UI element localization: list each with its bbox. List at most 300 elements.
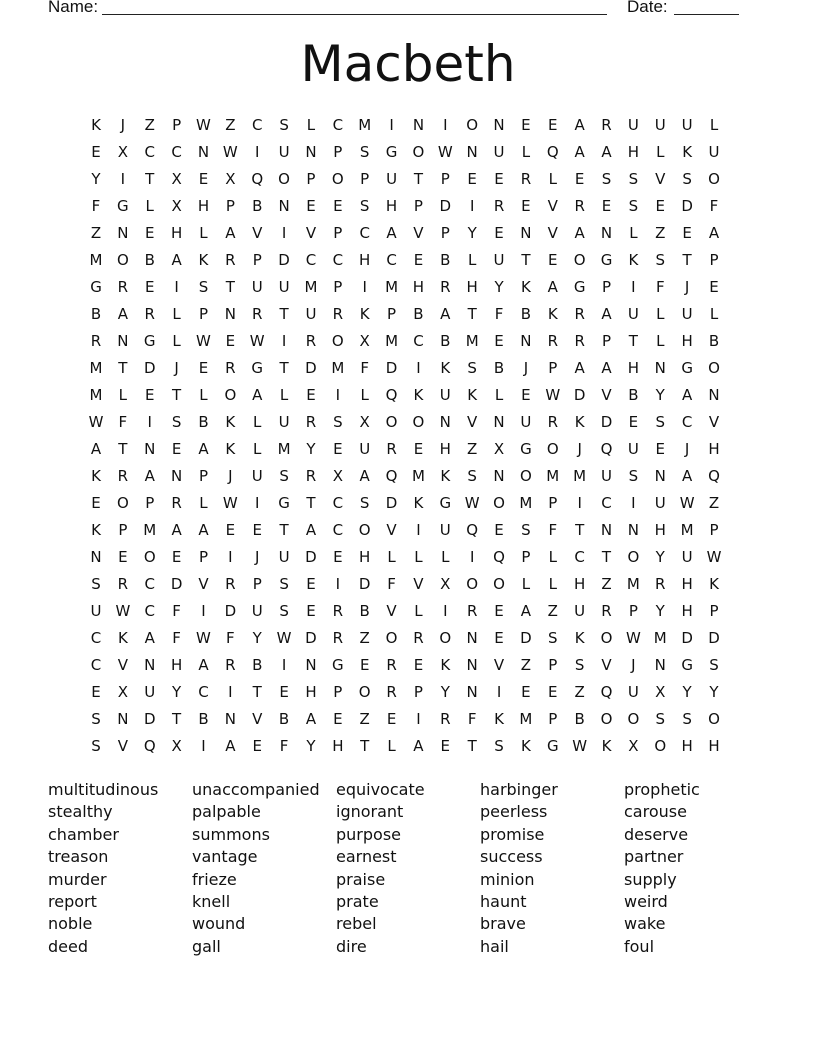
grid-letter: E (628, 413, 639, 431)
grid-letter: Z (225, 116, 236, 134)
grid-letter: D (305, 629, 317, 647)
grid-letter: B (198, 710, 209, 728)
grid-letter: C (144, 575, 155, 593)
grid-letter: U (278, 278, 290, 296)
grid-letter: A (171, 251, 182, 269)
grid-letter: L (172, 332, 181, 350)
grid-letter: M (89, 386, 103, 404)
grid-letter: P (548, 710, 558, 728)
grid-letter: R (386, 656, 397, 674)
grid-letter: A (520, 602, 532, 620)
grid-letter: U (359, 440, 371, 458)
grid-letter: K (520, 737, 531, 755)
word-list-item: success (480, 847, 543, 867)
grid-letter: V (655, 170, 666, 188)
grid-letter: A (305, 710, 317, 728)
grid-letter: R (225, 575, 236, 593)
grid-letter: V (252, 710, 263, 728)
grid-letter: N (90, 548, 102, 566)
grid-letter: R (574, 305, 585, 323)
grid-letter: W (196, 116, 211, 134)
grid-letter: P (198, 305, 208, 323)
grid-letter: S (359, 143, 370, 161)
grid-letter: E (494, 602, 504, 620)
grid-letter: B (198, 413, 209, 431)
grid-letter: Z (520, 656, 532, 674)
grid-letter: C (681, 413, 693, 431)
grid-letter: E (413, 656, 424, 674)
grid-letter: U (708, 143, 720, 161)
grid-letter: W (437, 143, 453, 161)
grid-letter: A (440, 305, 451, 323)
grid-letter: K (494, 710, 504, 728)
grid-letter: X (628, 737, 639, 755)
grid-letter: R (547, 413, 558, 431)
grid-letter: H (708, 737, 720, 755)
grid-letter: E (548, 683, 558, 701)
grid-letter: R (332, 629, 344, 647)
word-list-item: rebel (336, 914, 377, 934)
grid-letter: M (385, 278, 399, 296)
grid-letter: A (198, 440, 209, 458)
grid-letter: P (440, 224, 450, 242)
grid-letter: A (708, 224, 720, 242)
word-list-item: carouse (624, 802, 687, 822)
grid-letter: E (682, 224, 692, 242)
grid-letter: T (521, 251, 531, 269)
grid-letter: W (679, 494, 695, 512)
word-list-item: treason (48, 847, 109, 867)
grid-letter: E (386, 710, 397, 728)
grid-letter: O (708, 710, 720, 728)
grid-letter: Q (493, 548, 505, 566)
grid-letter: P (145, 494, 155, 512)
grid-letter: J (684, 440, 690, 458)
grid-letter: R (305, 332, 317, 350)
grid-letter: Z (90, 224, 102, 242)
grid-letter: I (281, 224, 287, 242)
grid-letter: O (493, 575, 505, 593)
grid-letter: O (116, 251, 129, 269)
grid-letter: N (600, 224, 613, 242)
grid-letter: A (574, 143, 585, 161)
grid-letter: X (117, 683, 128, 701)
grid-letter: F (91, 197, 101, 215)
grid-letter: D (143, 710, 156, 728)
grid-letter: A (386, 224, 397, 242)
grid-letter: W (196, 332, 211, 350)
grid-letter: S (628, 197, 639, 215)
grid-letter: H (305, 683, 317, 701)
grid-letter: E (413, 251, 424, 269)
grid-letter: K (440, 656, 451, 674)
grid-letter: O (412, 143, 425, 161)
grid-letter: A (601, 143, 612, 161)
grid-letter: Q (385, 386, 398, 404)
grid-letter: N (654, 359, 666, 377)
date-label: Date: (627, 0, 668, 16)
grid-letter: U (251, 467, 263, 485)
grid-letter: E (521, 197, 531, 215)
grid-letter: I (443, 602, 448, 620)
grid-letter: H (412, 278, 425, 296)
grid-letter: V (547, 224, 558, 242)
grid-letter: P (333, 683, 343, 701)
grid-letter: L (629, 224, 638, 242)
grid-letter: B (520, 305, 532, 323)
grid-letter: E (494, 224, 504, 242)
grid-letter: V (708, 413, 720, 431)
grid-letter: U (654, 116, 666, 134)
grid-letter: W (222, 494, 238, 512)
grid-letter: L (709, 116, 719, 134)
grid-letter: H (654, 521, 666, 539)
grid-letter: K (413, 386, 424, 404)
grid-letter: D (520, 629, 532, 647)
grid-letter: K (709, 575, 719, 593)
grid-letter: V (198, 575, 209, 593)
grid-letter: P (252, 251, 262, 269)
grid-letter: E (171, 440, 182, 458)
grid-letter: R (305, 467, 317, 485)
grid-letter: E (333, 548, 343, 566)
grid-letter: P (709, 251, 719, 269)
grid-letter: U (386, 170, 398, 188)
grid-letter: E (548, 251, 558, 269)
grid-letter: L (414, 602, 423, 620)
grid-letter: C (332, 521, 344, 539)
grid-letter: O (278, 170, 290, 188)
word-list-item: purpose (336, 824, 401, 844)
grid-letter: Y (91, 170, 101, 188)
grid-letter: J (631, 656, 636, 674)
grid-letter: E (171, 548, 182, 566)
grid-letter: U (627, 683, 639, 701)
grid-letter: U (90, 602, 102, 620)
grid-letter: R (332, 305, 344, 323)
grid-letter: C (332, 251, 344, 269)
grid-letter: O (520, 467, 532, 485)
grid-letter: A (574, 224, 585, 242)
grid-letter: T (118, 359, 128, 377)
grid-letter: N (117, 332, 129, 350)
grid-letter: F (279, 737, 289, 755)
grid-letter: E (494, 332, 504, 350)
grid-letter: M (465, 332, 479, 350)
grid-letter: H (170, 224, 183, 242)
grid-letter: O (573, 251, 586, 269)
grid-letter: X (171, 170, 182, 188)
grid-letter: E (574, 170, 585, 188)
grid-letter: O (358, 521, 371, 539)
grid-letter: O (358, 683, 371, 701)
grid-letter: P (387, 305, 397, 323)
grid-letter: C (332, 494, 344, 512)
grid-letter: I (389, 116, 394, 134)
grid-letter: G (332, 656, 344, 674)
grid-letter: R (305, 413, 317, 431)
grid-letter: J (577, 440, 582, 458)
grid-letter: P (548, 494, 558, 512)
grid-letter: O (600, 710, 613, 728)
grid-letter: M (626, 575, 640, 593)
grid-letter: U (627, 305, 639, 323)
word-list-item: wound (192, 914, 246, 934)
grid-letter: I (255, 494, 260, 512)
grid-letter: N (493, 467, 505, 485)
grid-letter: C (359, 224, 370, 242)
word-list-item: prate (336, 892, 379, 911)
grid-letter: R (574, 197, 585, 215)
grid-letter: N (493, 413, 505, 431)
grid-letter: C (386, 251, 397, 269)
grid-letter: E (118, 548, 128, 566)
grid-letter: N (224, 305, 236, 323)
grid-letter: K (359, 305, 370, 323)
grid-letter: R (144, 305, 155, 323)
grid-letter: L (548, 575, 557, 593)
grid-letter: D (305, 548, 317, 566)
grid-letter: W (249, 332, 265, 350)
grid-letter: P (252, 575, 262, 593)
grid-letter: K (117, 629, 128, 647)
grid-letter: I (631, 494, 636, 512)
grid-letter: O (627, 548, 640, 566)
grid-letter: L (548, 548, 557, 566)
grid-letter: Y (306, 737, 316, 755)
grid-letter: T (145, 170, 155, 188)
grid-letter: Y (440, 683, 450, 701)
grid-letter: Z (359, 629, 370, 647)
grid-letter: N (466, 143, 478, 161)
grid-letter: P (548, 656, 558, 674)
grid-letter: D (170, 575, 183, 593)
grid-letter: I (496, 683, 502, 701)
grid-letter: R (117, 575, 129, 593)
word-list-item: equivocate (336, 780, 425, 799)
grid-letter: B (708, 332, 720, 350)
grid-letter: Y (655, 386, 665, 404)
grid-letter: E (225, 521, 236, 539)
grid-letter: E (494, 170, 504, 188)
word-list-item: wake (624, 914, 666, 934)
grid-letter: I (174, 278, 179, 296)
word-list-item: noble (48, 914, 93, 934)
grid-letter: F (172, 629, 181, 647)
word-list-item: earnest (336, 847, 397, 867)
grid-letter: U (251, 602, 263, 620)
grid-letter: U (278, 413, 290, 431)
grid-letter: Q (708, 467, 720, 485)
grid-letter: R (171, 494, 182, 512)
grid-letter: V (117, 656, 128, 674)
grid-letter: V (547, 197, 558, 215)
grid-letter: D (681, 197, 693, 215)
grid-letter: N (708, 386, 720, 404)
grid-letter: F (360, 359, 369, 377)
grid-letter: P (601, 332, 612, 350)
grid-letter: E (413, 440, 424, 458)
grid-letter: K (440, 467, 451, 485)
grid-letter: L (360, 386, 369, 404)
grid-letter: P (333, 224, 343, 242)
grid-letter: C (305, 251, 317, 269)
grid-letter: R (520, 170, 532, 188)
grid-letter: O (116, 494, 129, 512)
grid-letter: S (279, 602, 289, 620)
grid-letter: M (358, 116, 372, 134)
grid-letter: H (170, 656, 183, 674)
grid-letter: H (708, 440, 720, 458)
grid-letter: R (601, 602, 612, 620)
grid-letter: I (281, 332, 287, 350)
grid-letter: N (600, 521, 613, 539)
grid-letter: T (225, 278, 235, 296)
grid-letter: G (143, 332, 156, 350)
grid-letter: S (171, 413, 182, 431)
grid-letter: M (680, 521, 694, 539)
grid-letter: N (305, 656, 317, 674)
grid-letter: P (709, 602, 719, 620)
grid-letter: A (359, 467, 370, 485)
grid-letter: L (253, 440, 262, 458)
grid-letter: G (600, 251, 613, 269)
word-list-item: ignorant (336, 802, 404, 822)
grid-letter: R (493, 197, 505, 215)
grid-letter: E (91, 143, 101, 161)
grid-letter: S (548, 629, 558, 647)
word-list-item: brave (480, 914, 526, 934)
word-list-item: weird (624, 892, 668, 911)
grid-letter: C (144, 143, 155, 161)
grid-letter: G (278, 494, 290, 512)
grid-letter: S (91, 575, 101, 593)
grid-letter: M (653, 629, 667, 647)
grid-letter: O (708, 170, 720, 188)
grid-letter: U (574, 602, 586, 620)
grid-letter: O (143, 548, 156, 566)
grid-letter: B (144, 251, 155, 269)
grid-letter: N (305, 143, 317, 161)
grid-letter: E (198, 170, 209, 188)
grid-letter: K (628, 251, 639, 269)
grid-letter: A (198, 521, 209, 539)
grid-letter: R (440, 710, 451, 728)
grid-letter: N (466, 656, 478, 674)
grid-letter: C (332, 116, 344, 134)
grid-letter: F (226, 629, 235, 647)
grid-letter: W (222, 143, 238, 161)
grid-letter: L (521, 575, 531, 593)
grid-letter: J (255, 548, 260, 566)
word-list-item: minion (480, 869, 535, 889)
grid-letter: H (681, 332, 693, 350)
word-list-item: supply (624, 869, 677, 889)
grid-letter: V (386, 521, 397, 539)
grid-letter: X (332, 467, 343, 485)
grid-letter: K (601, 737, 612, 755)
grid-letter: N (520, 224, 532, 242)
grid-letter: M (411, 467, 425, 485)
grid-letter: O (600, 629, 613, 647)
grid-letter: C (413, 332, 424, 350)
grid-letter: H (681, 737, 693, 755)
grid-letter: Z (144, 116, 155, 134)
grid-letter: X (117, 143, 128, 161)
word-list-item: deserve (624, 824, 689, 844)
grid-letter: Y (467, 224, 477, 242)
grid-letter: P (521, 548, 531, 566)
grid-letter: O (546, 440, 559, 458)
grid-letter: E (655, 440, 665, 458)
grid-letter: M (143, 521, 157, 539)
grid-letter: L (494, 386, 504, 404)
grid-letter: L (199, 494, 208, 512)
grid-letter: A (144, 467, 155, 485)
grid-letter: I (443, 116, 448, 134)
word-list-item: hail (480, 936, 509, 956)
grid-letter: W (276, 629, 292, 647)
grid-letter: G (520, 440, 532, 458)
grid-letter: S (91, 737, 101, 755)
grid-letter: B (413, 305, 424, 323)
grid-letter: L (656, 332, 665, 350)
grid-letter: G (385, 143, 398, 161)
grid-letter: N (412, 116, 425, 134)
grid-letter: M (519, 710, 533, 728)
grid-letter: W (706, 548, 722, 566)
grid-letter: Q (600, 440, 613, 458)
grid-letter: D (708, 629, 720, 647)
grid-letter: T (279, 359, 289, 377)
grid-letter: V (493, 656, 505, 674)
grid-letter: T (575, 521, 585, 539)
grid-letter: T (601, 548, 612, 566)
grid-letter: I (416, 521, 421, 539)
grid-letter: O (439, 629, 452, 647)
grid-letter: E (359, 656, 370, 674)
grid-letter: R (413, 629, 424, 647)
grid-letter: S (601, 170, 612, 188)
grid-letter: A (225, 737, 236, 755)
grid-letter: G (681, 656, 693, 674)
grid-letter: X (359, 413, 370, 431)
grid-letter: R (574, 332, 585, 350)
grid-letter: I (631, 278, 636, 296)
grid-letter: E (252, 737, 262, 755)
grid-letter: U (601, 467, 612, 485)
grid-letter: M (89, 359, 103, 377)
grid-letter: Y (306, 440, 316, 458)
grid-letter: J (228, 467, 233, 485)
grid-letter: A (117, 305, 128, 323)
word-list-item: murder (48, 869, 107, 889)
grid-letter: D (385, 494, 398, 512)
word-list-item: prophetic (624, 780, 700, 799)
grid-letter: R (547, 332, 558, 350)
grid-letter: R (90, 332, 102, 350)
word-list-item: knell (192, 892, 231, 911)
grid-letter: A (252, 386, 263, 404)
grid-letter: U (251, 278, 263, 296)
grid-letter: N (520, 332, 532, 350)
grid-letter: D (224, 602, 237, 620)
grid-letter: G (439, 494, 452, 512)
grid-letter: O (627, 710, 640, 728)
grid-letter: T (252, 683, 262, 701)
word-list-item: promise (480, 824, 545, 844)
grid-letter: J (120, 116, 126, 134)
